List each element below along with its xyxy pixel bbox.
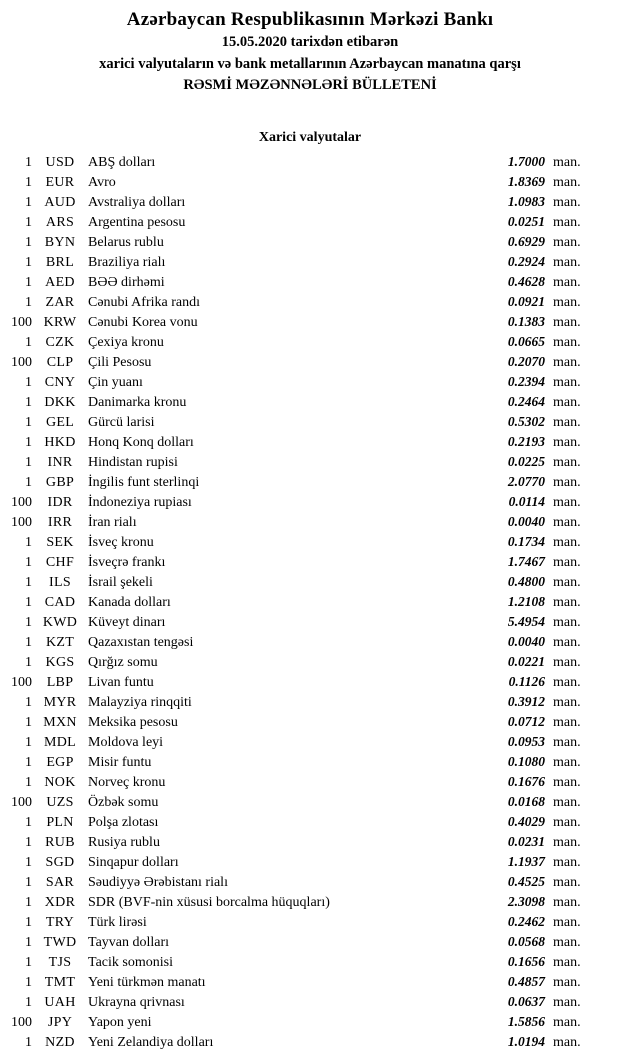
rate-row: [0, 152, 620, 172]
unit-cell: man.: [553, 474, 581, 490]
unit-cell: man.: [553, 874, 581, 890]
currency-name-cell: İngilis funt sterlinqi: [88, 474, 200, 490]
unit-cell: man.: [553, 334, 581, 350]
rate-value-cell: 0.5302: [507, 413, 545, 429]
rate-row: [0, 772, 620, 792]
currency-name-cell: Yapon yeni: [88, 1014, 152, 1030]
unit-cell: man.: [553, 814, 581, 830]
rate-row: [0, 232, 620, 252]
rate-value-cell: 1.1937: [507, 853, 545, 869]
currency-code-cell: AED: [45, 274, 75, 290]
currency-name-cell: İsveç kronu: [88, 534, 154, 550]
unit-cell: man.: [553, 454, 581, 470]
quantity-cell: 1: [25, 634, 32, 650]
quantity-cell: 1: [25, 414, 32, 430]
rate-value-cell: 0.0921: [507, 293, 545, 309]
currency-name-cell: Səudiyyə Ərəbistanı rialı: [88, 874, 228, 890]
rate-value-cell: 1.0983: [507, 193, 545, 209]
currency-name-cell: Yeni Zelandiya dolları: [88, 1034, 214, 1050]
currency-code-cell: JPY: [47, 1014, 73, 1030]
section-title-foreign-currencies: Xarici valyutalar: [258, 129, 362, 145]
currency-code-cell: TJS: [48, 954, 72, 970]
rate-row: [0, 252, 620, 272]
rate-value-cell: 0.1383: [507, 313, 545, 329]
currency-code-cell: CZK: [45, 334, 75, 350]
currency-name-cell: Honq Konq dolları: [88, 434, 194, 450]
rate-row: [0, 592, 620, 612]
unit-cell: man.: [553, 914, 581, 930]
currency-code-cell: MYR: [43, 694, 77, 710]
unit-cell: man.: [553, 834, 581, 850]
currency-code-cell: ZAR: [45, 294, 75, 310]
currency-name-cell: Polşa zlotası: [88, 814, 159, 830]
currency-code-cell: SGD: [45, 854, 75, 870]
quantity-cell: 1: [25, 534, 32, 550]
unit-cell: man.: [553, 274, 581, 290]
currency-code-cell: IRR: [47, 514, 73, 530]
unit-cell: man.: [553, 214, 581, 230]
rate-row: [0, 272, 620, 292]
currency-code-cell: DKK: [44, 394, 76, 410]
unit-cell: man.: [553, 754, 581, 770]
unit-cell: man.: [553, 954, 581, 970]
currency-code-cell: XDR: [44, 894, 76, 910]
rate-row: [0, 712, 620, 732]
currency-name-cell: Livan funtu: [88, 674, 154, 690]
currency-name-cell: Rusiya rublu: [88, 834, 160, 850]
currency-name-cell: Meksika pesosu: [88, 714, 178, 730]
quantity-cell: 1: [25, 1034, 32, 1050]
currency-name-cell: Argentina pesosu: [88, 214, 186, 230]
unit-cell: man.: [553, 394, 581, 410]
currency-name-cell: Braziliya rialı: [88, 254, 166, 270]
rate-row: [0, 752, 620, 772]
unit-cell: man.: [553, 494, 581, 510]
quantity-cell: 1: [25, 954, 32, 970]
currency-code-cell: ARS: [45, 214, 75, 230]
currency-code-cell: SAR: [45, 874, 75, 890]
rate-row: [0, 892, 620, 912]
currency-name-cell: Cənubi Afrika randı: [88, 294, 200, 310]
rate-row: [0, 832, 620, 852]
quantity-cell: 1: [25, 994, 32, 1010]
rate-value-cell: 0.1126: [508, 673, 545, 689]
currency-name-cell: Moldova leyi: [88, 734, 164, 750]
currency-code-cell: RUB: [45, 834, 75, 850]
currency-name-cell: Danimarka kronu: [88, 394, 187, 410]
currency-name-cell: Yeni türkmən manatı: [88, 974, 206, 990]
rate-value-cell: 0.0665: [507, 333, 545, 349]
bank-title: Azərbaycan Respublikasının Mərkəzi Bankı: [126, 9, 494, 30]
currency-code-cell: KGS: [45, 654, 75, 670]
unit-cell: man.: [553, 734, 581, 750]
bulletin-title-line: RƏSMİ MƏZƏNNƏLƏRİ BÜLLETENİ: [183, 77, 437, 93]
currency-name-cell: Malayziya rinqqiti: [88, 694, 192, 710]
rate-row: [0, 692, 620, 712]
unit-cell: man.: [553, 1014, 581, 1030]
currency-name-cell: Ukrayna qrivnası: [88, 994, 185, 1010]
unit-cell: man.: [553, 574, 581, 590]
currency-code-cell: BYN: [44, 234, 76, 250]
currency-code-cell: INR: [47, 454, 73, 470]
unit-cell: man.: [553, 414, 581, 430]
rate-row: [0, 372, 620, 392]
rate-value-cell: 0.2394: [507, 373, 545, 389]
currency-name-cell: Kanada dolları: [88, 594, 171, 610]
currency-name-cell: Belarus rublu: [88, 234, 164, 250]
currency-name-cell: Çexiya kronu: [88, 334, 164, 350]
unit-cell: man.: [553, 974, 581, 990]
rate-value-cell: 2.0770: [507, 473, 545, 489]
unit-cell: man.: [553, 174, 581, 190]
unit-cell: man.: [553, 894, 581, 910]
currency-code-cell: USD: [45, 154, 75, 170]
currency-name-cell: ABŞ dolları: [88, 154, 156, 170]
currency-name-cell: Norveç kronu: [88, 774, 166, 790]
rate-row: [0, 852, 620, 872]
currency-code-cell: TWD: [43, 934, 77, 950]
rate-value-cell: 0.0251: [507, 213, 545, 229]
rate-value-cell: 1.7000: [507, 153, 545, 169]
currency-name-cell: Çin yuanı: [88, 374, 143, 390]
currency-name-cell: Küveyt dinarı: [88, 614, 166, 630]
quantity-cell: 1: [25, 234, 32, 250]
currency-code-cell: TRY: [45, 914, 75, 930]
currency-code-cell: LBP: [46, 674, 74, 690]
unit-cell: man.: [553, 614, 581, 630]
quantity-cell: 1: [25, 574, 32, 590]
quantity-cell: 1: [25, 394, 32, 410]
currency-code-cell: KWD: [42, 614, 78, 630]
rate-value-cell: 0.0040: [507, 513, 545, 529]
rate-value-cell: 0.0168: [507, 793, 545, 809]
rate-value-cell: 0.0637: [507, 993, 545, 1009]
rate-row: [0, 412, 620, 432]
currency-name-cell: Tayvan dolları: [88, 934, 170, 950]
quantity-cell: 1: [25, 294, 32, 310]
currency-name-cell: İran rialı: [88, 514, 137, 530]
rate-row: [0, 452, 620, 472]
quantity-cell: 1: [25, 914, 32, 930]
quantity-cell: 100: [11, 794, 32, 810]
currency-name-cell: İsveçrə frankı: [88, 554, 166, 570]
rate-value-cell: 0.1080: [507, 753, 545, 769]
unit-cell: man.: [553, 674, 581, 690]
rate-row: [0, 792, 620, 812]
quantity-cell: 1: [25, 854, 32, 870]
currency-name-cell: Cənubi Korea vonu: [88, 314, 198, 330]
rate-value-cell: 1.2108: [507, 593, 545, 609]
quantity-cell: 1: [25, 614, 32, 630]
rate-value-cell: 0.3912: [507, 693, 545, 709]
currency-code-cell: NOK: [44, 774, 76, 790]
effective-date-line: 15.05.2020 tarixdən etibarən: [221, 34, 399, 50]
quantity-cell: 1: [25, 874, 32, 890]
rate-value-cell: 0.4857: [507, 973, 545, 989]
rate-row: [0, 332, 620, 352]
rate-row: [0, 572, 620, 592]
quantity-cell: 1: [25, 174, 32, 190]
rate-row: [0, 472, 620, 492]
unit-cell: man.: [553, 994, 581, 1010]
rate-row: [0, 732, 620, 752]
rate-value-cell: 0.0231: [507, 833, 545, 849]
currency-code-cell: SEK: [46, 534, 74, 550]
quantity-cell: 1: [25, 194, 32, 210]
rate-row: [0, 672, 620, 692]
rate-value-cell: 0.4628: [507, 273, 545, 289]
quantity-cell: 1: [25, 474, 32, 490]
rate-row: [0, 192, 620, 212]
currency-name-cell: SDR (BVF-nin xüsusi borcalma hüquqları): [88, 894, 330, 910]
currency-name-cell: Türk lirəsi: [88, 914, 147, 930]
rate-value-cell: 1.7467: [507, 553, 545, 569]
unit-cell: man.: [553, 1034, 581, 1050]
unit-cell: man.: [553, 354, 581, 370]
rate-row: [0, 432, 620, 452]
currency-code-cell: EUR: [45, 174, 75, 190]
currency-name-cell: Çili Pesosu: [88, 354, 152, 370]
currency-name-cell: Misir funtu: [88, 754, 152, 770]
unit-cell: man.: [553, 514, 581, 530]
quantity-cell: 1: [25, 754, 32, 770]
unit-cell: man.: [553, 934, 581, 950]
unit-cell: man.: [553, 254, 581, 270]
quantity-cell: 1: [25, 334, 32, 350]
quantity-cell: 1: [25, 154, 32, 170]
rate-row: [0, 1012, 620, 1032]
quantity-cell: 100: [11, 674, 32, 690]
currency-code-cell: CAD: [44, 594, 76, 610]
rate-row: [0, 632, 620, 652]
quantity-cell: 1: [25, 714, 32, 730]
quantity-cell: 1: [25, 594, 32, 610]
currency-name-cell: Hindistan rupisi: [88, 454, 178, 470]
quantity-cell: 1: [25, 894, 32, 910]
rate-row: [0, 872, 620, 892]
rate-value-cell: 0.0221: [507, 653, 545, 669]
rate-value-cell: 1.0194: [507, 1033, 545, 1049]
rate-row: [0, 292, 620, 312]
currency-code-cell: NZD: [45, 1034, 75, 1050]
unit-cell: man.: [553, 534, 581, 550]
currency-code-cell: EGP: [46, 754, 74, 770]
currency-name-cell: Qazaxıstan tengəsi: [88, 634, 194, 650]
currency-code-cell: GBP: [45, 474, 75, 490]
quantity-cell: 1: [25, 274, 32, 290]
unit-cell: man.: [553, 714, 581, 730]
currency-code-cell: ILS: [49, 574, 71, 590]
currency-code-cell: KRW: [43, 314, 77, 330]
rate-value-cell: 5.4954: [507, 613, 545, 629]
rate-value-cell: 0.0225: [507, 453, 545, 469]
unit-cell: man.: [553, 554, 581, 570]
quantity-cell: 1: [25, 654, 32, 670]
rate-value-cell: 1.5856: [507, 1013, 545, 1029]
rate-value-cell: 0.4029: [507, 813, 545, 829]
currency-code-cell: IDR: [47, 494, 73, 510]
unit-cell: man.: [553, 154, 581, 170]
currency-name-cell: BƏƏ dirhəmi: [88, 274, 165, 290]
quantity-cell: 1: [25, 814, 32, 830]
rate-value-cell: 0.0114: [508, 493, 545, 509]
quantity-cell: 1: [25, 934, 32, 950]
currency-code-cell: UAH: [44, 994, 76, 1010]
unit-cell: man.: [553, 634, 581, 650]
unit-cell: man.: [553, 694, 581, 710]
quantity-cell: 1: [25, 734, 32, 750]
rates-table: [0, 152, 620, 1052]
rate-row: [0, 992, 620, 1012]
unit-cell: man.: [553, 774, 581, 790]
quantity-cell: 100: [11, 354, 32, 370]
rate-value-cell: 0.4525: [507, 873, 545, 889]
rate-row: [0, 212, 620, 232]
unit-cell: man.: [553, 434, 581, 450]
currency-name-cell: İndoneziya rupiası: [88, 494, 192, 510]
quantity-cell: 100: [11, 314, 32, 330]
rate-row: [0, 652, 620, 672]
currency-code-cell: CLP: [46, 354, 74, 370]
currency-code-cell: AUD: [44, 194, 76, 210]
quantity-cell: 100: [11, 514, 32, 530]
rate-value-cell: 1.8369: [507, 173, 545, 189]
rate-row: [0, 172, 620, 192]
currency-name-cell: Sinqapur dolları: [88, 854, 179, 870]
currency-name-cell: Gürcü larisi: [88, 414, 155, 430]
quantity-cell: 1: [25, 694, 32, 710]
currency-code-cell: HKD: [44, 434, 76, 450]
unit-cell: man.: [553, 594, 581, 610]
rate-value-cell: 0.0568: [507, 933, 545, 949]
rate-value-cell: 0.2464: [507, 393, 545, 409]
rate-value-cell: 0.0712: [507, 713, 545, 729]
rate-row: [0, 612, 620, 632]
rate-row: [0, 912, 620, 932]
currency-code-cell: TMT: [44, 974, 76, 990]
rate-value-cell: 0.1734: [507, 533, 545, 549]
rate-value-cell: 0.2924: [507, 253, 545, 269]
rate-row: [0, 492, 620, 512]
rate-value-cell: 0.1676: [507, 773, 545, 789]
unit-cell: man.: [553, 194, 581, 210]
quantity-cell: 100: [11, 1014, 32, 1030]
quantity-cell: 100: [11, 494, 32, 510]
rate-row: [0, 932, 620, 952]
rate-value-cell: 0.0040: [507, 633, 545, 649]
subject-line: xarici valyutaların və bank metallarının Azərbaycan manatına qarşı: [99, 55, 521, 72]
currency-code-cell: UZS: [46, 794, 74, 810]
unit-cell: man.: [553, 294, 581, 310]
rate-row: [0, 812, 620, 832]
unit-cell: man.: [553, 794, 581, 810]
currency-code-cell: GEL: [45, 414, 75, 430]
unit-cell: man.: [553, 854, 581, 870]
currency-code-cell: CHF: [45, 554, 75, 570]
quantity-cell: 1: [25, 374, 32, 390]
rate-row: [0, 952, 620, 972]
rate-value-cell: 2.3098: [507, 893, 545, 909]
currency-name-cell: İsrail şekeli: [88, 574, 153, 590]
bulletin-header: [0, 0, 620, 97]
quantity-cell: 1: [25, 434, 32, 450]
rate-row: [0, 392, 620, 412]
currency-name-cell: Tacik somonisi: [88, 954, 173, 970]
rate-row: [0, 312, 620, 332]
rate-value-cell: 0.4800: [507, 573, 545, 589]
rate-row: [0, 1032, 620, 1052]
unit-cell: man.: [553, 654, 581, 670]
rate-row: [0, 512, 620, 532]
quantity-cell: 1: [25, 834, 32, 850]
currency-code-cell: MDL: [43, 734, 76, 750]
rate-row: [0, 552, 620, 572]
rate-value-cell: 0.2070: [507, 353, 545, 369]
currency-code-cell: MXN: [43, 714, 77, 730]
rate-row: [0, 352, 620, 372]
rate-value-cell: 0.6929: [507, 233, 545, 249]
currency-code-cell: CNY: [44, 374, 76, 390]
unit-cell: man.: [553, 314, 581, 330]
quantity-cell: 1: [25, 454, 32, 470]
rate-value-cell: 0.2462: [507, 913, 545, 929]
unit-cell: man.: [553, 374, 581, 390]
quantity-cell: 1: [25, 554, 32, 570]
rate-row: [0, 972, 620, 992]
currency-code-cell: BRL: [45, 254, 75, 270]
quantity-cell: 1: [25, 774, 32, 790]
rate-value-cell: 0.2193: [507, 433, 545, 449]
currency-name-cell: Avstraliya dolları: [88, 194, 186, 210]
currency-name-cell: Özbək somu: [88, 794, 159, 810]
currency-code-cell: KZT: [45, 634, 75, 650]
currency-code-cell: PLN: [46, 814, 74, 830]
rate-value-cell: 0.1656: [507, 953, 545, 969]
quantity-cell: 1: [25, 974, 32, 990]
unit-cell: man.: [553, 234, 581, 250]
rate-value-cell: 0.0953: [507, 733, 545, 749]
quantity-cell: 1: [25, 254, 32, 270]
quantity-cell: 1: [25, 214, 32, 230]
currency-name-cell: Avro: [88, 174, 116, 190]
rate-row: [0, 532, 620, 552]
currency-name-cell: Qırğız somu: [88, 654, 158, 670]
